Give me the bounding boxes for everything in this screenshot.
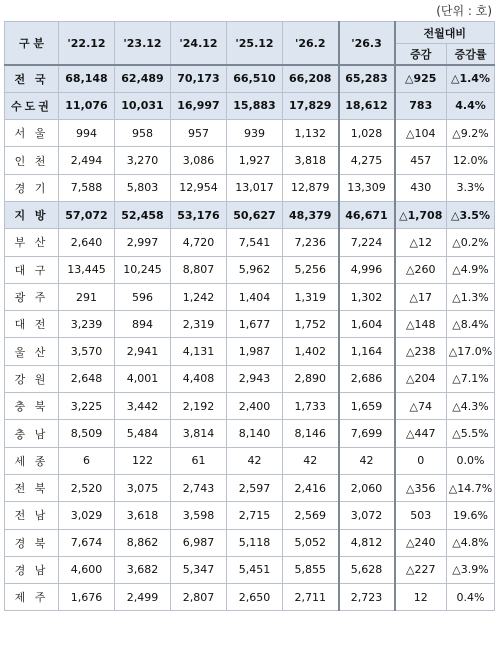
mom-change-cell: 457 bbox=[395, 147, 447, 174]
value-cell: 3,075 bbox=[115, 474, 171, 501]
table-row bbox=[5, 365, 495, 392]
region-cell: 인 천 bbox=[5, 147, 59, 174]
value-cell: 4,275 bbox=[339, 147, 395, 174]
table-row bbox=[5, 120, 495, 147]
value-cell: 958 bbox=[115, 120, 171, 147]
region-cell: 서 울 bbox=[5, 120, 59, 147]
table-row bbox=[5, 447, 495, 474]
value-cell: 3,072 bbox=[339, 502, 395, 529]
mom-rate-cell: △1.4% bbox=[447, 65, 495, 92]
mom-rate-cell: △0.2% bbox=[447, 229, 495, 256]
header-mom-change: 증감 bbox=[395, 44, 447, 66]
value-cell: 1,402 bbox=[283, 338, 339, 365]
mom-change-cell: △356 bbox=[395, 474, 447, 501]
mom-change-cell: 0 bbox=[395, 447, 447, 474]
header-year: '22.12 bbox=[59, 22, 115, 66]
value-cell: 5,118 bbox=[227, 529, 283, 556]
table-row bbox=[5, 529, 495, 556]
value-cell: 5,484 bbox=[115, 420, 171, 447]
value-cell: 57,072 bbox=[59, 201, 115, 228]
value-cell: 1,676 bbox=[59, 584, 115, 611]
value-cell: 10,245 bbox=[115, 256, 171, 283]
value-cell: 6 bbox=[59, 447, 115, 474]
region-cell: 대 구 bbox=[5, 256, 59, 283]
value-cell: 2,597 bbox=[227, 474, 283, 501]
value-cell: 13,017 bbox=[227, 174, 283, 201]
value-cell: 1,927 bbox=[227, 147, 283, 174]
value-cell: 48,379 bbox=[283, 201, 339, 228]
value-cell: 61 bbox=[171, 447, 227, 474]
value-cell: 596 bbox=[115, 283, 171, 310]
table-row bbox=[5, 147, 495, 174]
value-cell: 5,451 bbox=[227, 556, 283, 583]
table-row bbox=[5, 229, 495, 256]
header-year: '26.2 bbox=[283, 22, 339, 66]
value-cell: 10,031 bbox=[115, 92, 171, 119]
value-cell: 8,509 bbox=[59, 420, 115, 447]
region-cell: 지 방 bbox=[5, 201, 59, 228]
value-cell: 2,319 bbox=[171, 311, 227, 338]
value-cell: 2,569 bbox=[283, 502, 339, 529]
value-cell: 3,270 bbox=[115, 147, 171, 174]
value-cell: 2,941 bbox=[115, 338, 171, 365]
value-cell: 3,442 bbox=[115, 393, 171, 420]
mom-change-cell: 12 bbox=[395, 584, 447, 611]
value-cell: 2,686 bbox=[339, 365, 395, 392]
value-cell: 7,224 bbox=[339, 229, 395, 256]
value-cell: 7,588 bbox=[59, 174, 115, 201]
value-cell: 2,715 bbox=[227, 502, 283, 529]
value-cell: 2,520 bbox=[59, 474, 115, 501]
value-cell: 4,996 bbox=[339, 256, 395, 283]
value-cell: 65,283 bbox=[339, 65, 395, 92]
value-cell: 13,445 bbox=[59, 256, 115, 283]
value-cell: 1,242 bbox=[171, 283, 227, 310]
value-cell: 3,618 bbox=[115, 502, 171, 529]
value-cell: 2,416 bbox=[283, 474, 339, 501]
value-cell: 16,997 bbox=[171, 92, 227, 119]
value-cell: 1,987 bbox=[227, 338, 283, 365]
mom-rate-cell: △4.3% bbox=[447, 393, 495, 420]
value-cell: 1,302 bbox=[339, 283, 395, 310]
table-row bbox=[5, 393, 495, 420]
value-cell: 50,627 bbox=[227, 201, 283, 228]
value-cell: 5,628 bbox=[339, 556, 395, 583]
value-cell: 68,148 bbox=[59, 65, 115, 92]
region-cell: 경 남 bbox=[5, 556, 59, 583]
mom-rate-cell: 0.0% bbox=[447, 447, 495, 474]
mom-rate-cell: △1.3% bbox=[447, 283, 495, 310]
value-cell: 5,347 bbox=[171, 556, 227, 583]
value-cell: 7,674 bbox=[59, 529, 115, 556]
table-row bbox=[5, 283, 495, 310]
mom-change-cell: 783 bbox=[395, 92, 447, 119]
mom-change-cell: △227 bbox=[395, 556, 447, 583]
value-cell: 4,812 bbox=[339, 529, 395, 556]
mom-change-cell: △1,708 bbox=[395, 201, 447, 228]
value-cell: 8,140 bbox=[227, 420, 283, 447]
mom-rate-cell: 0.4% bbox=[447, 584, 495, 611]
value-cell: 2,648 bbox=[59, 365, 115, 392]
table-row bbox=[5, 311, 495, 338]
value-cell: 2,997 bbox=[115, 229, 171, 256]
value-cell: 1,404 bbox=[227, 283, 283, 310]
value-cell: 2,499 bbox=[115, 584, 171, 611]
mom-change-cell: △447 bbox=[395, 420, 447, 447]
value-cell: 7,541 bbox=[227, 229, 283, 256]
value-cell: 7,699 bbox=[339, 420, 395, 447]
value-cell: 12,954 bbox=[171, 174, 227, 201]
value-cell: 66,208 bbox=[283, 65, 339, 92]
value-cell: 3,239 bbox=[59, 311, 115, 338]
table-row bbox=[5, 502, 495, 529]
mom-rate-cell: △14.7% bbox=[447, 474, 495, 501]
value-cell: 291 bbox=[59, 283, 115, 310]
value-cell: 2,060 bbox=[339, 474, 395, 501]
region-cell: 광 주 bbox=[5, 283, 59, 310]
mom-rate-cell: △4.8% bbox=[447, 529, 495, 556]
value-cell: 5,962 bbox=[227, 256, 283, 283]
table-row bbox=[5, 201, 495, 228]
value-cell: 4,720 bbox=[171, 229, 227, 256]
value-cell: 3,570 bbox=[59, 338, 115, 365]
value-cell: 1,319 bbox=[283, 283, 339, 310]
value-cell: 62,489 bbox=[115, 65, 171, 92]
mom-rate-cell: △9.2% bbox=[447, 120, 495, 147]
mom-change-cell: △240 bbox=[395, 529, 447, 556]
mom-change-cell: 503 bbox=[395, 502, 447, 529]
value-cell: 53,176 bbox=[171, 201, 227, 228]
region-cell: 전 국 bbox=[5, 65, 59, 92]
region-cell: 대 전 bbox=[5, 311, 59, 338]
mom-change-cell: △74 bbox=[395, 393, 447, 420]
mom-change-cell: 430 bbox=[395, 174, 447, 201]
mom-change-cell: △238 bbox=[395, 338, 447, 365]
mom-rate-cell: 12.0% bbox=[447, 147, 495, 174]
value-cell: 3,029 bbox=[59, 502, 115, 529]
value-cell: 2,743 bbox=[171, 474, 227, 501]
mom-change-cell: △260 bbox=[395, 256, 447, 283]
value-cell: 70,173 bbox=[171, 65, 227, 92]
value-cell: 8,807 bbox=[171, 256, 227, 283]
value-cell: 4,131 bbox=[171, 338, 227, 365]
table-row bbox=[5, 174, 495, 201]
header-year: '24.12 bbox=[171, 22, 227, 66]
mom-rate-cell: △5.5% bbox=[447, 420, 495, 447]
value-cell: 994 bbox=[59, 120, 115, 147]
value-cell: 42 bbox=[339, 447, 395, 474]
table-row bbox=[5, 338, 495, 365]
value-cell: 7,236 bbox=[283, 229, 339, 256]
region-cell: 충 북 bbox=[5, 393, 59, 420]
value-cell: 42 bbox=[283, 447, 339, 474]
mom-rate-cell: △3.9% bbox=[447, 556, 495, 583]
value-cell: 66,510 bbox=[227, 65, 283, 92]
region-cell: 부 산 bbox=[5, 229, 59, 256]
region-cell: 전 남 bbox=[5, 502, 59, 529]
header-year: '23.12 bbox=[115, 22, 171, 66]
value-cell: 8,146 bbox=[283, 420, 339, 447]
value-cell: 1,132 bbox=[283, 120, 339, 147]
mom-rate-cell: △4.9% bbox=[447, 256, 495, 283]
value-cell: 2,650 bbox=[227, 584, 283, 611]
mom-rate-cell: △7.1% bbox=[447, 365, 495, 392]
region-cell: 수도권 bbox=[5, 92, 59, 119]
value-cell: 2,640 bbox=[59, 229, 115, 256]
value-cell: 13,309 bbox=[339, 174, 395, 201]
mom-rate-cell: 19.6% bbox=[447, 502, 495, 529]
region-cell: 경 기 bbox=[5, 174, 59, 201]
value-cell: 3,598 bbox=[171, 502, 227, 529]
region-cell: 경 북 bbox=[5, 529, 59, 556]
header-year: '25.12 bbox=[227, 22, 283, 66]
value-cell: 3,225 bbox=[59, 393, 115, 420]
mom-change-cell: △104 bbox=[395, 120, 447, 147]
mom-rate-cell: 4.4% bbox=[447, 92, 495, 119]
header-region: 구 분 bbox=[5, 22, 59, 66]
table-row bbox=[5, 92, 495, 119]
value-cell: 894 bbox=[115, 311, 171, 338]
value-cell: 5,803 bbox=[115, 174, 171, 201]
value-cell: 1,164 bbox=[339, 338, 395, 365]
value-cell: 6,987 bbox=[171, 529, 227, 556]
value-cell: 3,682 bbox=[115, 556, 171, 583]
value-cell: 46,671 bbox=[339, 201, 395, 228]
value-cell: 2,943 bbox=[227, 365, 283, 392]
mom-change-cell: △12 bbox=[395, 229, 447, 256]
region-cell: 울 산 bbox=[5, 338, 59, 365]
region-cell: 강 원 bbox=[5, 365, 59, 392]
value-cell: 15,883 bbox=[227, 92, 283, 119]
table-row bbox=[5, 474, 495, 501]
value-cell: 5,855 bbox=[283, 556, 339, 583]
value-cell: 3,814 bbox=[171, 420, 227, 447]
value-cell: 3,086 bbox=[171, 147, 227, 174]
value-cell: 17,829 bbox=[283, 92, 339, 119]
value-cell: 12,879 bbox=[283, 174, 339, 201]
table-row bbox=[5, 556, 495, 583]
value-cell: 4,600 bbox=[59, 556, 115, 583]
value-cell: 2,807 bbox=[171, 584, 227, 611]
value-cell: 2,494 bbox=[59, 147, 115, 174]
mom-change-cell: △148 bbox=[395, 311, 447, 338]
table-row bbox=[5, 65, 495, 92]
unit-note: (단위 : 호) bbox=[436, 4, 492, 18]
table-row bbox=[5, 256, 495, 283]
mom-rate-cell: 3.3% bbox=[447, 174, 495, 201]
value-cell: 4,408 bbox=[171, 365, 227, 392]
value-cell: 1,677 bbox=[227, 311, 283, 338]
region-cell: 세 종 bbox=[5, 447, 59, 474]
value-cell: 42 bbox=[227, 447, 283, 474]
header-mom-rate: 증감률 bbox=[447, 44, 495, 66]
mom-rate-cell: △3.5% bbox=[447, 201, 495, 228]
value-cell: 52,458 bbox=[115, 201, 171, 228]
mom-change-cell: △17 bbox=[395, 283, 447, 310]
value-cell: 2,723 bbox=[339, 584, 395, 611]
table-row bbox=[5, 584, 495, 611]
value-cell: 1,028 bbox=[339, 120, 395, 147]
value-cell: 5,256 bbox=[283, 256, 339, 283]
header-mom-group: 전월대비 bbox=[395, 22, 495, 44]
value-cell: 1,604 bbox=[339, 311, 395, 338]
value-cell: 5,052 bbox=[283, 529, 339, 556]
mom-change-cell: △204 bbox=[395, 365, 447, 392]
region-cell: 제 주 bbox=[5, 584, 59, 611]
value-cell: 1,659 bbox=[339, 393, 395, 420]
mom-rate-cell: △8.4% bbox=[447, 311, 495, 338]
header-year-current: '26.3 bbox=[339, 22, 395, 66]
value-cell: 3,818 bbox=[283, 147, 339, 174]
value-cell: 2,890 bbox=[283, 365, 339, 392]
value-cell: 11,076 bbox=[59, 92, 115, 119]
value-cell: 2,400 bbox=[227, 393, 283, 420]
region-cell: 전 북 bbox=[5, 474, 59, 501]
value-cell: 1,752 bbox=[283, 311, 339, 338]
mom-change-cell: △925 bbox=[395, 65, 447, 92]
table-row bbox=[5, 420, 495, 447]
value-cell: 957 bbox=[171, 120, 227, 147]
value-cell: 2,711 bbox=[283, 584, 339, 611]
value-cell: 1,733 bbox=[283, 393, 339, 420]
value-cell: 939 bbox=[227, 120, 283, 147]
value-cell: 8,862 bbox=[115, 529, 171, 556]
value-cell: 18,612 bbox=[339, 92, 395, 119]
value-cell: 122 bbox=[115, 447, 171, 474]
value-cell: 2,192 bbox=[171, 393, 227, 420]
mom-rate-cell: △17.0% bbox=[447, 338, 495, 365]
value-cell: 4,001 bbox=[115, 365, 171, 392]
housing-table bbox=[4, 21, 495, 611]
region-cell: 충 남 bbox=[5, 420, 59, 447]
